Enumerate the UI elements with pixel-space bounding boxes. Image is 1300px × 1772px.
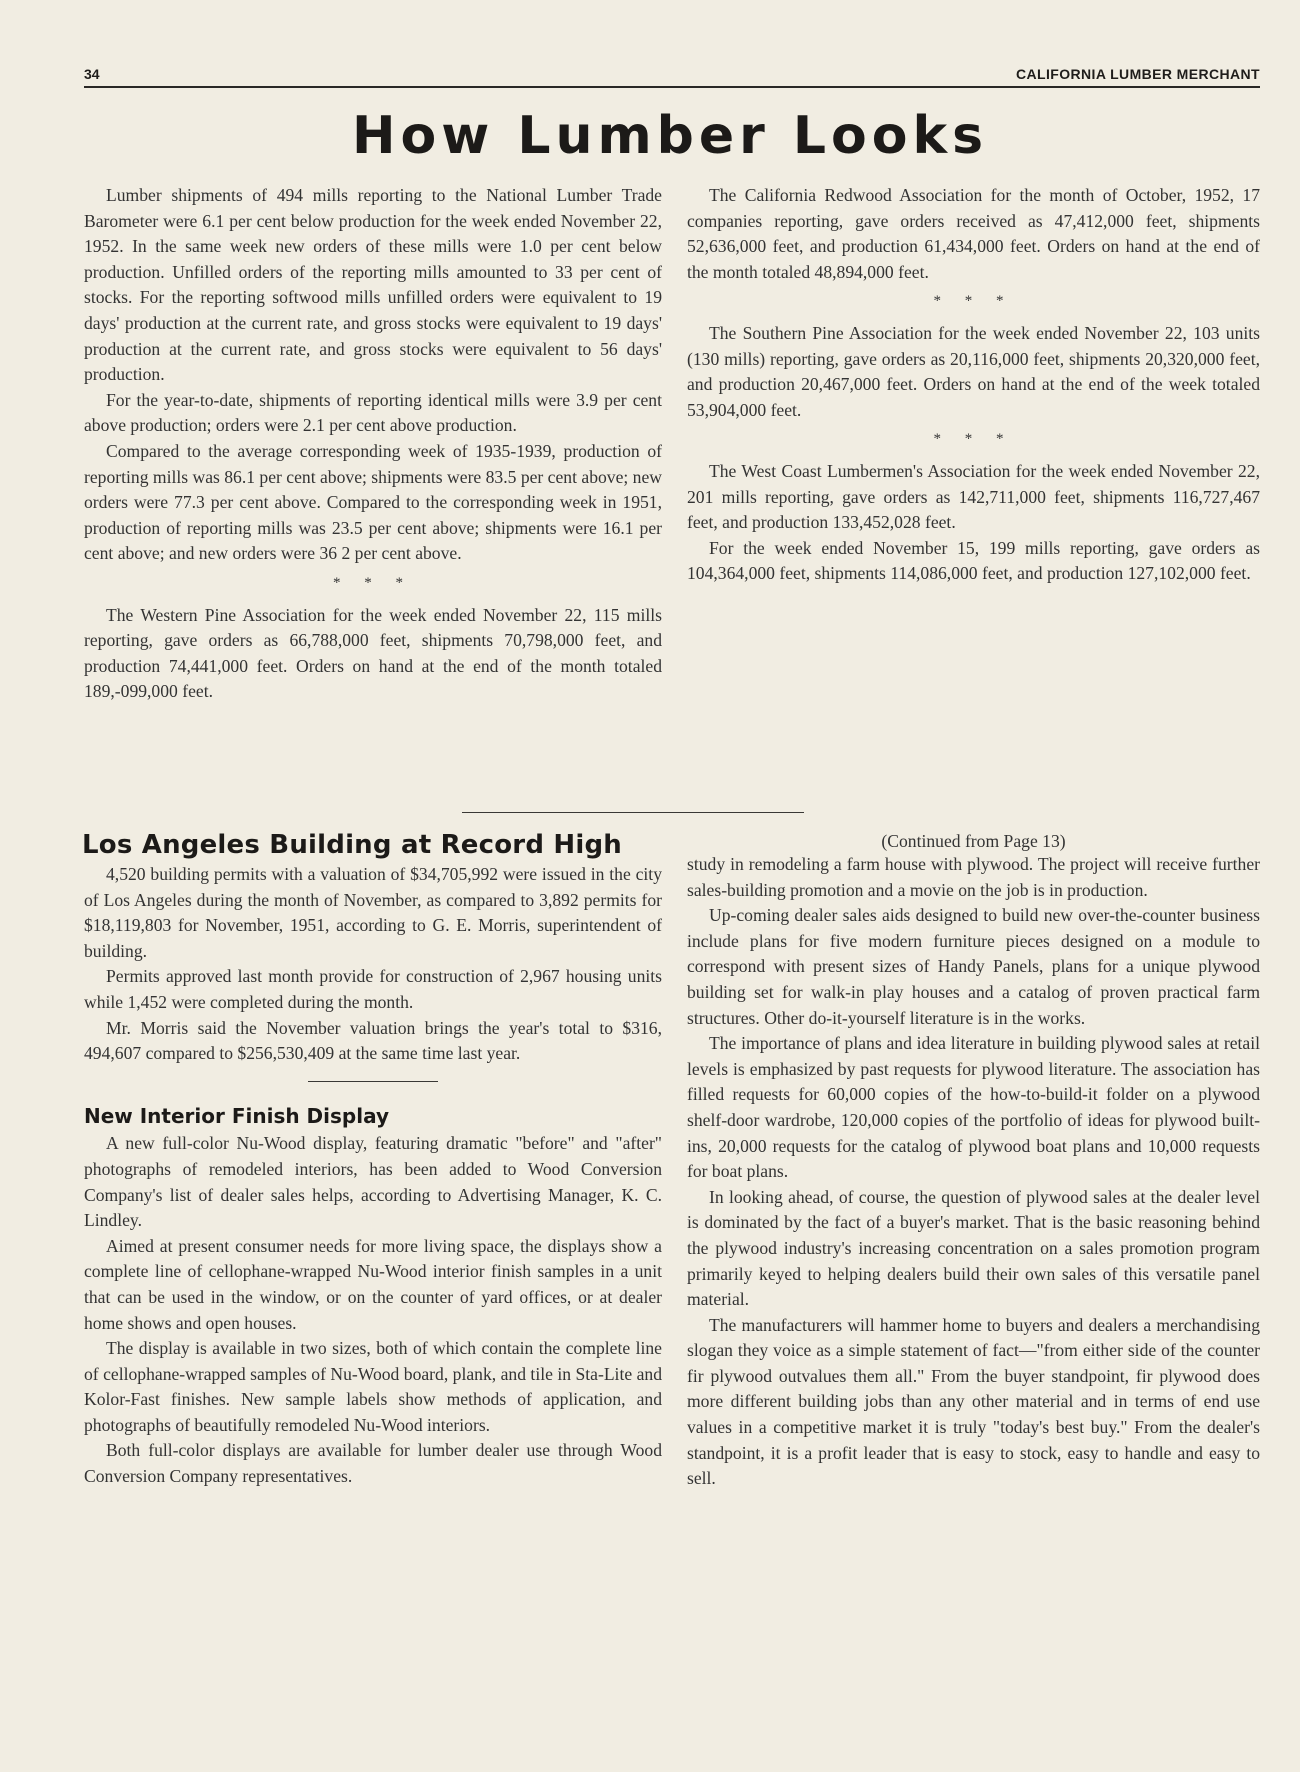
article-divider — [308, 1081, 438, 1082]
section-divider — [462, 812, 804, 813]
interior-paragraph: Aimed at present consumer needs for more living space, the displays show a complete line of cellophane-wrapped Nu-Wood interior finish samples in a unit that can be used in the window, or on the counter of yard offices, or at dealer home shows and open houses. — [84, 1235, 662, 1333]
barometer-column-right — [687, 183, 1260, 587]
continued-label: (Continued from Page 13) — [881, 831, 1066, 851]
los-angeles-paragraph: Mr. Morris said the November valuation brings the year's total to $316, 494,607 compared to $256,530,409 at the same time last year. — [84, 1017, 662, 1064]
continued-paragraph: study in remodeling a farm house with plywood. The project will receive further sales-building promotion and a movie on the job is in production. — [687, 854, 1260, 900]
publication-name: CALIFORNIA LUMBER MERCHANT — [1016, 66, 1260, 82]
article-title: How Lumber Looks — [351, 106, 989, 166]
interior-paragraph: The display is available in two sizes, both of which contain the complete line of cellophane-wrapped samples of Nu-Wood board, plank, and tile in Sta-Lite and Kolor-Fast finishes. New sample labels show methods of application, and photographs of beautifully remodeled Nu-Wood interiors. — [84, 1338, 662, 1435]
west-coast-paragraph: The West Coast Lumbermen's Association for the week ended November 22, 201 mills reporting, gave orders as 142,711,000 feet, shipments 116,727,467 feet, and production 133,452,028 feet. — [687, 460, 1260, 533]
left-lower-column — [84, 862, 662, 1490]
west-coast-paragraph: For the week ended November 15, 199 mills reporting, gave orders as 104,364,000 feet, shipments 114,086,000 feet, and production 127,102,000 feet. — [687, 537, 1260, 584]
redwood-paragraph: The California Redwood Association for the month of October, 1952, 17 companies reporting, gave orders received as 47,412,000 feet, shipments 52,636,000 feet, and production 61,434,000 feet. Orders on hand at the end of the month totaled 48,894,000 feet. — [687, 185, 1260, 282]
los-angeles-paragraph: 4,520 building permits with a valuation of $34,705,992 were issued in the city of Los Angeles during the month of November, as compared to 3,892 permits for $18,119,803 for November, 1951, according to G. E. Morris, superintendent of building. — [84, 864, 662, 961]
interior-display-heading: New Interior Finish Display — [84, 1103, 389, 1128]
running-header — [84, 64, 1260, 88]
barometer-paragraph: Compared to the average corresponding week of 1935-1939, production of reporting mills was 86.1 per cent above; shipments were 83.5 per cent above; new orders were 77.3 per cent above. Compared to the corresponding week in 1951, production of reporting mills was 23.5 per cent above; shipments were 16.1 per cent above; and new orders were 36 2 per cent above. — [84, 440, 662, 564]
section-separator: * * * — [933, 293, 1014, 310]
interior-paragraph: Both full-color displays are available for lumber dealer use through Wood Conversion Company representatives. — [84, 1440, 662, 1487]
section-separator: * * * — [933, 431, 1014, 448]
southern-pine-paragraph: The Southern Pine Association for the week ended November 22, 103 units (130 mills) reporting, gave orders as 20,116,000 feet, shipments 20,320,000 feet, and production 20,467,000 feet. Orders on hand at the end of the week totaled 53,904,000 feet. — [687, 322, 1260, 420]
continued-paragraph: Up-coming dealer sales aids designed to build new over-the-counter business include plans for five modern furniture pieces designed on a module to correspond with present sizes of Handy Panels, plans for a unique plywood building set for walk-in play houses and a catalog of proven practical farm structures. Other do-it-yourself literature is in the works. — [687, 905, 1260, 1028]
section-separator: * * * — [333, 574, 413, 591]
los-angeles-paragraph: Permits approved last month provide for construction of 2,967 housing units while 1,452 were completed during the month. — [84, 966, 662, 1012]
barometer-paragraph: For the year-to-date, shipments of reporting identical mills were 3.9 per cent above production; orders were 2.1 per cent above production. — [84, 389, 662, 436]
interior-paragraph: A new full-color Nu-Wood display, featuring dramatic "before" and "after" photographs of remodeled interiors, has been added to Wood Conversion Company's list of dealer sales helps, according to Advertising Manager, K. C. Lindley. — [84, 1133, 662, 1231]
continued-paragraph: The importance of plans and idea literature in building plywood sales at retail levels is emphasized by past requests for plywood literature. The association has filled requests for 60,000 copies of the how-to-build-it folder on a plywood shelf-door wardrobe, 120,000 copies of the portfolio of ideas for plywood built-ins, 20,000 requests for the catalog of plywood boat plans and 10,000 requests for boat plans. — [687, 1033, 1260, 1182]
right-lower-column — [687, 830, 1260, 1492]
western-pine-paragraph: The Western Pine Association for the week ended November 22, 115 mills reporting, gave orders as 66,788,000 feet, shipments 70,798,000 feet, and production 74,441,000 feet. Orders on hand at the end of the month totaled 189,-099,000 feet. — [84, 604, 662, 702]
continued-paragraph: The manufacturers will hammer home to buyers and dealers a merchandising slogan they voice as a simple statement of fact—"from either side of the counter fir plywood outvalues them all." From the buyer standpoint, fir plywood does more different building jobs than any other material and in terms of end use values in a competitive market it is truly "today's best buy." From the dealer's standpoint, it is a profit leader that is easy to stock, easy to handle and easy to sell. — [687, 1314, 1260, 1489]
page-number: 34 — [84, 66, 100, 82]
barometer-column-left — [84, 183, 662, 705]
continued-paragraph: In looking ahead, of course, the question of plywood sales at the dealer level is dominated by the fact of a buyer's market. That is the basic reasoning behind the plywood industry's increasing concentration on a sales promotion program primarily keyed to helping dealers build their own sales of this versatile panel material. — [687, 1186, 1260, 1310]
barometer-paragraph: Lumber shipments of 494 mills reporting to the National Lumber Trade Barometer were 6.1 per cent below production for the week ended November 22, 1952. In the same week new orders of these mills were 1.0 per cent below production. Unfilled orders of the reporting mills amounted to 33 per cent of stocks. For the reporting softwood mills unfilled orders were equivalent to 19 days' production at the current rate, and gross stocks were equivalent to 19 days' production at the current rate, and gross stocks were equivalent to 56 days' production. — [84, 185, 662, 385]
los-angeles-heading: Los Angeles Building at Record High — [82, 830, 622, 860]
